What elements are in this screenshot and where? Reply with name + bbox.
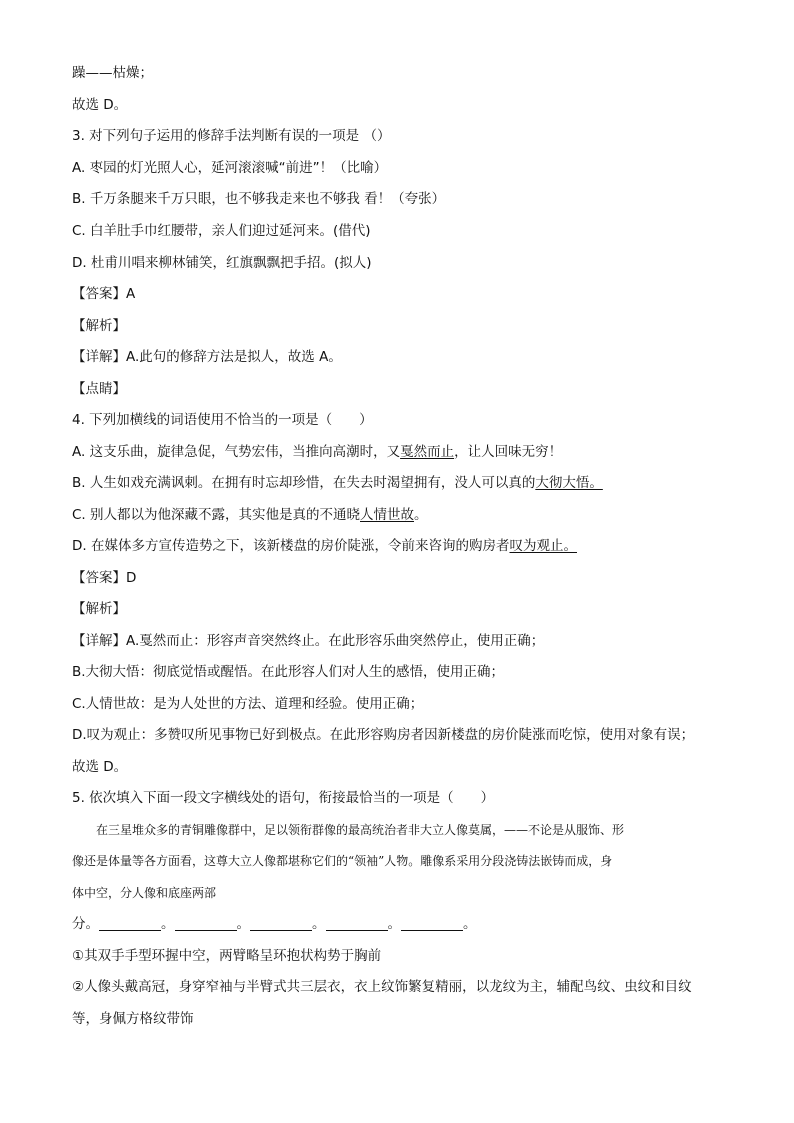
fill-blank-3 — [250, 916, 312, 931]
question-4-detail-c: C.人情世故：是为人处世的方法、道理和经验。使用正确； — [72, 696, 424, 712]
question-4-answer: 【答案】D — [72, 570, 137, 586]
question-4-detail-a: 【详解】A.戛然而止：形容声音突然终止。在此形容乐曲突然停止，使用正确； — [72, 633, 545, 649]
underlined-word: 大彻大悟。 — [535, 475, 603, 491]
question-3-answer: 【答案】A — [72, 286, 136, 302]
passage-line-2: 像还是体量等各方面看，这尊大立人像都堪称它们的“领袖”人物。雕像系采用分段浇铸法嵌铸而成，身 — [72, 854, 613, 868]
question-3-stem: 3. 对下列句子运用的修辞手法判断有误的一项是 （） — [72, 128, 391, 144]
option-text: B. 人生如戏充满讽刺。在拥有时忘却珍惜，在失去时渴望拥有，没人可以真的 — [72, 475, 536, 491]
blank-separator: 。 — [387, 916, 401, 932]
option-text: C. 别人都以为他深藏不露，其实他是真的不通晓 — [72, 507, 361, 523]
sentence-option-2: ②人像头戴高冠，身穿窄袖与半臂式共三层衣，衣上纹饰繁复精丽，以龙纹为主，辅配鸟纹、虫纹和目纹 — [72, 979, 692, 995]
question-4-detail-b: B.大彻大悟：彻底觉悟或醒悟。在此形容人们对人生的感悟，使用正确； — [72, 664, 505, 680]
blank-separator: 。 — [236, 916, 250, 932]
question-3-option-b: B. 千万条腿来千万只眼，也不够我走来也不够我 看！（夸张） — [72, 191, 446, 207]
question-4-choose-d: 故选 D。 — [72, 759, 128, 775]
fill-blank-5 — [401, 916, 463, 931]
blank-separator: 。 — [463, 916, 477, 932]
sentence-option-2-cont: 等，身佩方格纹带饰 — [72, 1011, 194, 1027]
question-4-option-b — [72, 473, 732, 493]
passage-blanks-line — [72, 914, 732, 934]
question-3-option-a: A. 枣园的灯光照人心，延河滚滚喊“前进”！（比喻） — [72, 160, 388, 176]
question-4-option-a — [72, 442, 732, 462]
choose-d-line: 故选 D。 — [72, 97, 128, 113]
question-4-analysis-heading: 【解析】 — [72, 601, 126, 617]
sentence-option-1: ①其双手手型环握中空，两臂略呈环抱状构势于胸前 — [72, 948, 382, 964]
underlined-word: 戛然而止 — [400, 444, 455, 460]
option-text: A. 这支乐曲，旋律急促，气势宏伟，当推向高潮时，又 — [72, 444, 401, 460]
question-5-stem: 5. 依次填入下面一段文字横线处的语句，衔接最恰当的一项是（ ） — [72, 790, 495, 806]
question-3-option-c: C. 白羊肚手巾红腰带，亲人们迎过延河来。(借代) — [72, 223, 371, 239]
question-4-stem: 4. 下列加横线的词语使用不恰当的一项是（ ） — [72, 412, 373, 428]
option-text: D. 在媒体多方宣传造势之下，该新楼盘的房价陡涨，令前来咨询的购房者 — [72, 538, 510, 554]
blank-separator: 。 — [161, 916, 175, 932]
fill-blank-2 — [175, 916, 237, 931]
option-text-end: 。 — [414, 507, 428, 523]
underlined-word: 叹为观止。 — [509, 538, 577, 554]
answer-tail-line: 躁——枯燥； — [72, 65, 153, 81]
question-3-detail: 【详解】A.此句的修辞方法是拟人，故选 A。 — [72, 349, 342, 365]
question-3-comment-heading: 【点睛】 — [72, 381, 126, 397]
question-4-option-c — [72, 505, 732, 525]
blank-separator: 。 — [312, 916, 326, 932]
question-3-analysis-heading: 【解析】 — [72, 318, 126, 334]
question-3-option-d: D. 杜甫川唱来柳林铺笑，红旗飘飘把手招。(拟人) — [72, 255, 372, 271]
passage-line-1: 在三星堆众多的青铜雕像群中，足以领衔群像的最高统治者非大立人像莫属，——不论是从服饰、形 — [72, 823, 625, 837]
question-4-detail-d: D.叹为观止：多赞叹所见事物已好到极点。在此形容购房者因新楼盘的房价陡涨而吃惊，使用对象有误； — [72, 727, 695, 743]
passage-line-3: 体中空，分人像和底座两部 — [72, 886, 217, 900]
fill-blank-1 — [99, 916, 161, 931]
underlined-word: 人情世故 — [360, 507, 415, 523]
question-4-option-d — [72, 536, 732, 556]
passage-tail: 分。 — [72, 916, 99, 932]
fill-blank-4 — [326, 916, 388, 931]
option-text-end: ，让人回味无穷！ — [454, 444, 563, 460]
